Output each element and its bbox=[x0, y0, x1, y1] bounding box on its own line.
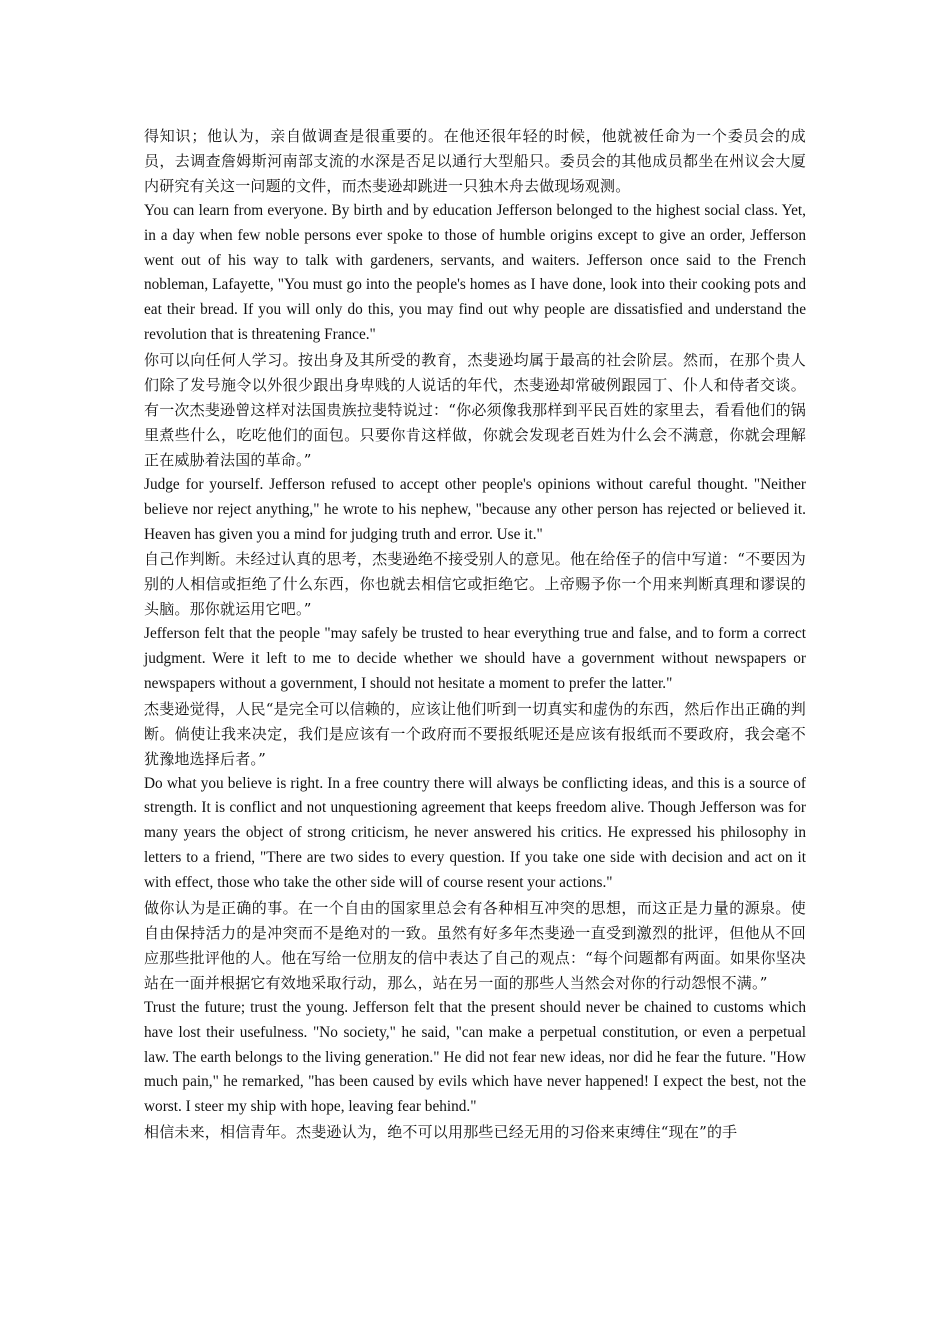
document-body bbox=[144, 124, 806, 1145]
paragraph-zh: 杰斐逊觉得，人民“是完全可以信赖的，应该让他们听到一切真实和虚伪的东西，然后作出正确的判断。倘使让我来决定，我们是应该有一个政府而不要报纸呢还是应该有报纸而不要政府，我会毫不犹豫地选择后者。” bbox=[144, 699, 806, 768]
paragraph-zh: 你可以向任何人学习。按出身及其所受的教育，杰斐逊均属于最高的社会阶层。然而，在那个贵人们除了发号施令以外很少跟出身卑贱的人说话的年代，杰斐逊却常破例跟园丁、仆人和侍者交谈。有一次杰斐逊曾这样对法国贵族拉斐特说过：“你必须像我那样到平民百姓的家里去，看看他们的锅里煮些什么，吃吃他们的面包。只要你肯这样做，你就会发现老百姓为什么会不满意，你就会理解正在威胁着法国的革命。” bbox=[144, 351, 806, 469]
paragraph-en: Trust the future; trust the young. Jefferson felt that the present should never be chained to customs which have lost their usefulness. "No society," he said, "can make a perpetual constitution, or even a perpetual law. The earth belongs to the living generation." He did not fear new ideas, nor did he fear the future. "How much pain," he remarked, "has been caused by evils which have never happened! I expect the best, not the worst. I steer my ship with hope, leaving fear behind." bbox=[144, 998, 806, 1116]
paragraph-en: Do what you believe is right. In a free country there will always be conflicting ideas, and this is a source of strength. It is conflict and not unquestioning agreement that keeps freedom alive. Though Jefferson was for many years the object of strong criticism, he never answered his critics. He expressed his philosophy in letters to a friend, "There are two sides to every question. If you take one side with decision and act on it with effect, those who take the other side will of course resent your actions." bbox=[144, 774, 806, 892]
paragraph-zh: 相信未来，相信青年。杰斐逊认为，绝不可以用那些已经无用的习俗来束缚住“现在”的手 bbox=[144, 1123, 738, 1142]
paragraph-en: Judge for yourself. Jefferson refused to accept other people's opinions without careful thought. "Neither believe nor reject anything," he wrote to his nephew, "because any other person has rejected or believed it. Heaven has given you a mind for judging truth and error. Use it." bbox=[144, 475, 806, 543]
paragraph-en: You can learn from everyone. By birth and by education Jefferson belonged to the highest social class. Yet, in a day when few noble persons ever spoke to those of humble origins except to give an order, Jefferson went out of his way to talk with gardeners, servants, and waiters. Jefferson once said to the French nobleman, Lafayette, "You must go into the people's homes as I have done, look into their cooking pots and eat their bread. If you will only do this, you may find out why people are dissatisfied and understand the revolution that is threatening France." bbox=[144, 201, 806, 344]
paragraph-en: Jefferson felt that the people "may safely be trusted to hear everything true and false, and to form a correct judgment. Were it left to me to decide whether we should have a government without newspapers or newspapers without a government, I should not hesitate a moment to prefer the latter." bbox=[144, 625, 806, 692]
paragraph-zh: 得知识；他认为，亲自做调查是很重要的。在他还很年轻的时候，他就被任命为一个委员会的成员，去调查詹姆斯河南部支流的水深是否足以通行大型船只。委员会的其他成员都坐在州议会大厦内研究有关这一问题的文件，而杰斐逊却跳进一只独木舟去做现场观测。 bbox=[144, 127, 806, 195]
paragraph-zh: 做你认为是正确的事。在一个自由的国家里总会有各种相互冲突的思想，而这正是力量的源泉。使自由保持活力的是冲突而不是绝对的一致。虽然有好多年杰斐逊一直受到激烈的批评，但他从不回应那些批评他的人。他在写给一位朋友的信中表达了自己的观点：“每个问题都有两面。如果你坚决站在一面并根据它有效地采取行动，那么，站在另一面的那些人当然会对你的行动怨恨不满。” bbox=[144, 899, 806, 992]
paragraph-zh: 自己作判断。未经过认真的思考，杰斐逊绝不接受别人的意见。他在给侄子的信中写道：“不要因为别的人相信或拒绝了什么东西，你也就去相信它或拒绝它。上帝赐予你一个用来判断真理和谬误的头脑。那你就运用它吧。” bbox=[144, 550, 806, 619]
